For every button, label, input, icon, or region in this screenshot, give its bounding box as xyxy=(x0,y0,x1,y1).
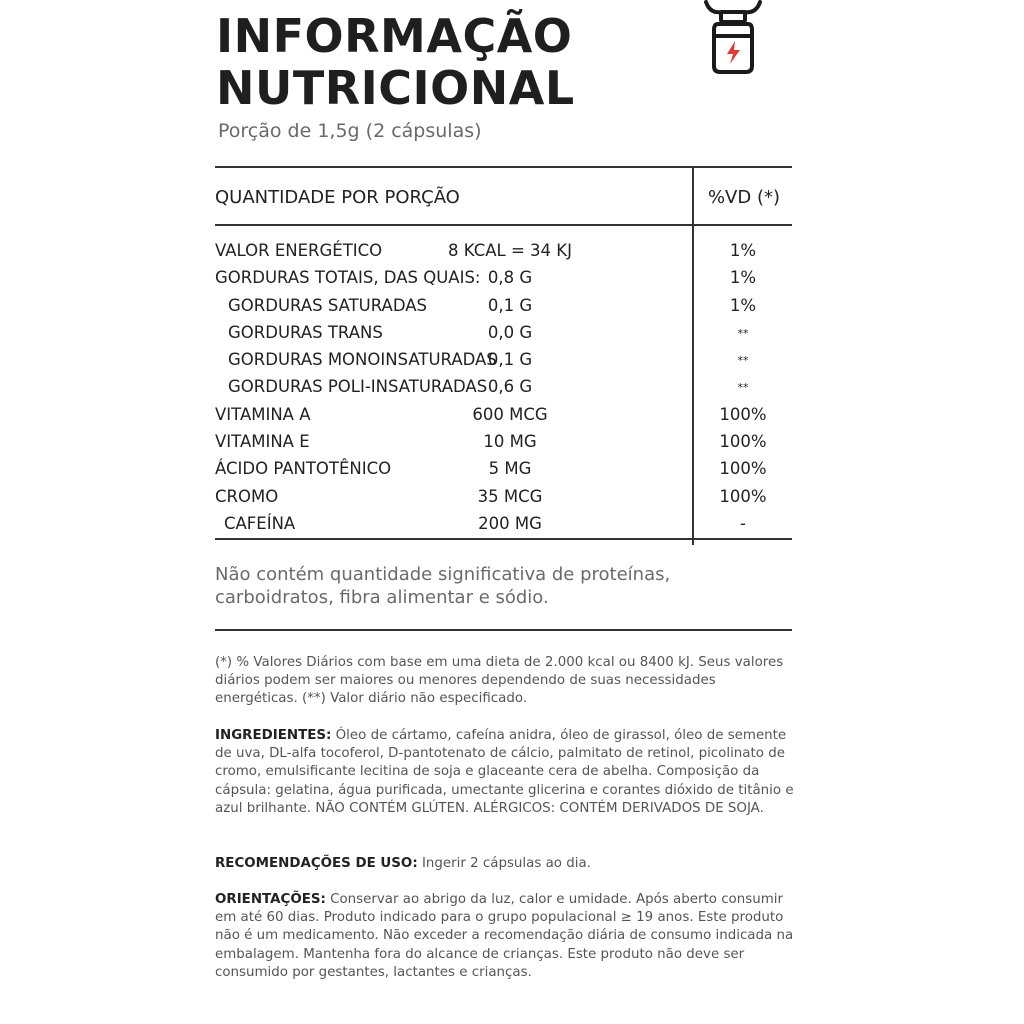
title-line-1: INFORMAÇÃO xyxy=(216,9,573,63)
nutrient-daily-value: 100% xyxy=(719,459,767,479)
nutrient-daily-value: ** xyxy=(737,381,749,395)
header-daily-value: %VD (*) xyxy=(707,187,780,208)
nutrient-quantity: 0,8 G xyxy=(487,268,533,288)
table-row xyxy=(215,319,792,346)
table-row xyxy=(215,292,792,319)
nutrient-name: VITAMINA E xyxy=(215,432,310,452)
usage-text: Ingerir 2 cápsulas ao dia. xyxy=(421,856,591,871)
nutrient-name: CAFEÍNA xyxy=(224,513,296,533)
nutrient-name: GORDURAS TRANS xyxy=(228,322,383,342)
nutrition-table xyxy=(215,166,792,540)
nutrient-quantity: 0,6 G xyxy=(487,377,533,397)
column-divider xyxy=(692,166,694,545)
ingredients-text: Óleo de cártamo, cafeína anidra, óleo de girassol, óleo de semente de uva, DL-alfa tocoferol, D-pantotenato de cálcio, palmitato de retinol, picolinato de cromo, emulsificante lecitina de soja e glaceante cera de abelha. Composição da cápsula: gelatina, água purificada, umectante glicerina e corantes dióxido de titânio e azul brilhante. NÃO CONTÉM GLÚTEN. ALÉRGICOS: CONTÉM DERIVADOS DE SOJA. xyxy=(215,728,794,816)
nutrient-name: GORDURAS MONOINSATURADAS xyxy=(228,350,497,370)
table-row xyxy=(215,483,792,510)
nutrient-quantity: 35 MCG xyxy=(477,486,543,506)
table-row xyxy=(215,428,792,455)
nutrient-daily-value: 100% xyxy=(719,432,767,452)
nutrient-name: VITAMINA A xyxy=(215,404,311,424)
nutrient-name: GORDURAS POLI-INSATURADAS xyxy=(228,377,488,397)
table-body xyxy=(215,226,792,538)
nutrition-note: Não contém quantidade significativa de proteínas, carboidratos, fibra alimentar e sódio. xyxy=(215,564,671,608)
nutrient-name: CROMO xyxy=(215,486,279,506)
table-row xyxy=(215,264,792,291)
nutrient-daily-value: ** xyxy=(737,326,749,340)
nutrient-quantity: 0,0 G xyxy=(487,322,533,342)
table-row xyxy=(215,510,792,537)
serving-size: Porção de 1,5g (2 cápsulas) xyxy=(218,120,482,142)
nutrient-quantity: 200 MG xyxy=(478,513,542,533)
usage-section xyxy=(215,855,795,873)
nutrient-quantity: 8 KCAL = 34 KJ xyxy=(448,241,572,260)
nutrient-name: GORDURAS TOTAIS, DAS QUAIS: xyxy=(215,268,481,288)
nutrient-quantity: 0,1 G xyxy=(487,295,533,315)
guidance-text: Conservar ao abrigo da luz, calor e umidade. Após aberto consumir em até 60 dias. Produto indicado para o grupo populacional ≥ 19 anos. Este produto não é um medicamento. Não exceder a recomendação diária de consumo indicada na embalagem. Mantenha fora do alcance de crianças. Este produto não deve ser consumido por gestantes, lactantes e crianças. xyxy=(215,892,794,980)
table-row xyxy=(215,401,792,428)
nutrient-name: GORDURAS SATURADAS xyxy=(228,295,428,315)
nutrient-quantity: 600 MCG xyxy=(472,404,548,424)
guidance-label: ORIENTAÇÕES: xyxy=(215,892,326,907)
nutrient-quantity: 10 MG xyxy=(483,432,537,452)
nutrient-daily-value: 1% xyxy=(729,268,757,288)
table-row xyxy=(215,373,792,400)
title-line-2: NUTRICIONAL xyxy=(216,61,575,115)
nutrient-daily-value: 1% xyxy=(729,295,757,315)
nutrient-daily-value: ** xyxy=(737,354,749,368)
nutrient-daily-value: 100% xyxy=(719,486,767,506)
nutrient-daily-value: - xyxy=(740,513,746,533)
footnote: (*) % Valores Diários com base em uma dieta de 2.000 kcal ou 8400 kJ. Seus valores diários podem ser maiores ou menores dependendo de suas necessidades energéticas. (**) Valor diário não especificado. xyxy=(215,655,784,707)
usage-label: RECOMENDAÇÕES DE USO: xyxy=(215,856,418,871)
guidance-section xyxy=(215,891,795,982)
ingredients-section xyxy=(215,727,795,818)
nutrient-name: ÁCIDO PANTOTÊNICO xyxy=(215,459,392,479)
nutrient-name: VALOR ENERGÉTICO xyxy=(215,241,383,260)
header-quantity: QUANTIDADE POR PORÇÃO xyxy=(215,187,460,208)
section-divider xyxy=(215,629,792,631)
table-row xyxy=(215,346,792,373)
nutrient-daily-value: 100% xyxy=(719,404,767,424)
nutrient-quantity: 5 MG xyxy=(488,459,532,479)
capsule-bottle-icon xyxy=(688,0,778,80)
nutrient-daily-value: 1% xyxy=(729,241,757,260)
page-title xyxy=(216,10,575,114)
table-row xyxy=(215,237,792,264)
table-bottom-rule xyxy=(215,538,792,540)
table-row xyxy=(215,455,792,482)
nutrient-quantity: 0,1 G xyxy=(487,350,533,370)
table-header xyxy=(215,168,792,224)
ingredients-label: INGREDIENTES: xyxy=(215,728,332,743)
